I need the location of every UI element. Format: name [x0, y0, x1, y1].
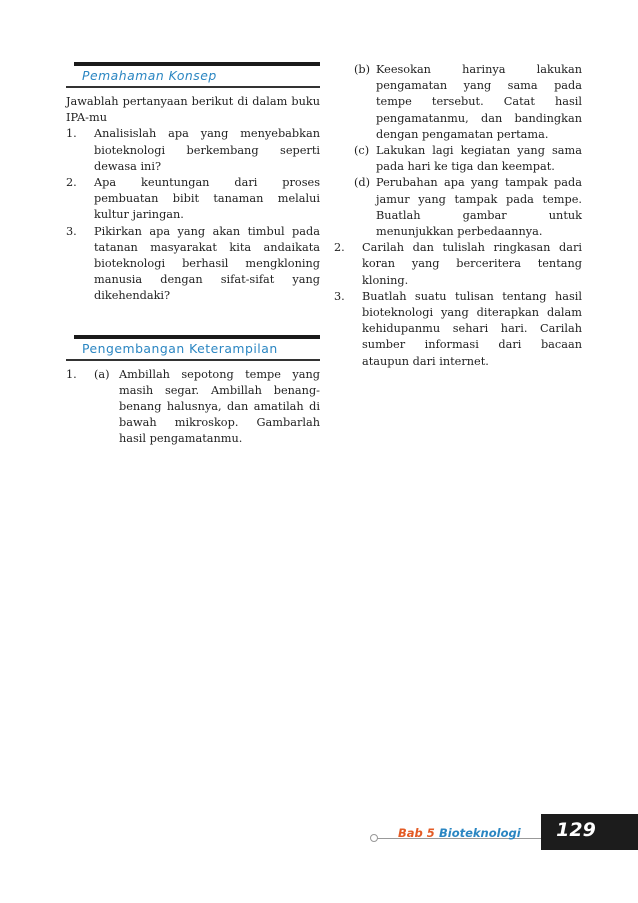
question-number: 3. [66, 224, 77, 238]
footer-circle-ornament [370, 834, 378, 842]
question-text: Pikirkan apa yang akan timbul pada tatanan masyarakat kita andaikata bioteknologi berhasil mengkloning manusia dengan sifat-sifat yang dikehendaki? [94, 224, 320, 303]
subitem-text: Lakukan lagi kegiatan yang sama pada hari ke tiga dan keempat. [376, 144, 582, 174]
task-number: 2. [334, 241, 345, 255]
left-column [66, 62, 320, 448]
heading-top-bar [74, 335, 320, 339]
task-subitem [354, 175, 582, 240]
task-continuation [334, 62, 582, 240]
subitem-text: Perubahan apa yang tampak pada jamur yang tampak pada tempe. Buatlah gambar untuk menunjukkan perbedaannya. [376, 176, 582, 239]
task-text: Buatlah suatu tulisan tentang hasil bioteknologi yang diterapkan dalam kehidupanmu sehari hari. Carilah sumber informasi dari bacaan ataupun dari internet. [362, 289, 582, 368]
heading-top-bar [74, 62, 320, 66]
subitem-label: (d) [354, 176, 371, 190]
question-item [66, 175, 320, 224]
heading-bottom-bar [66, 359, 320, 361]
task-text: Carilah dan tulislah ringkasan dari koran yang berceritera tentang kloning. [362, 241, 582, 287]
question-number: 1. [66, 127, 77, 141]
section-heading-pemahaman-konsep [66, 62, 320, 88]
task-number: 3. [334, 289, 345, 303]
subitem-text: Keesokan harinya lakukan pengamatan yang sama pada tempe tersebut. Catat hasil pengamatanmu, dan bandingkan dengan pengamatan pertama. [376, 63, 582, 141]
chapter-label: Bab 5 [398, 826, 435, 840]
question-text: Apa keuntungan dari proses pembuatan bibit tanaman melalui kultur jaringan. [94, 176, 320, 222]
task-item [334, 240, 582, 289]
task-item [334, 289, 582, 370]
instruction-text: Jawablah pertanyaan berikut di dalam buku IPA-mu [66, 95, 320, 125]
task-item [66, 367, 320, 448]
task-subitem [354, 62, 582, 143]
subitem-text: Ambillah sepotong tempe yang masih segar. Ambillah benang-benang halusnya, dan amatilah di bawah mikroskop. Gambarlah hasil pengamatanmu. [119, 367, 320, 446]
page-footer [0, 814, 638, 850]
right-column [334, 62, 582, 370]
question-text: Analisislah apa yang menyebabkan bioteknologi berkembang seperti dewasa ini? [94, 127, 320, 173]
chapter-name: Bioteknologi [439, 826, 521, 840]
subitem-label: (b) [354, 63, 371, 76]
section-heading-pengembangan-keterampilan [66, 335, 320, 361]
task-subitem [94, 367, 320, 448]
heading-title: Pemahaman Konsep [82, 68, 217, 83]
page-number: 129 [556, 819, 596, 841]
subitem-label: (a) [94, 367, 110, 381]
question-item [66, 126, 320, 175]
task-number: 1. [66, 367, 77, 381]
page-number-box [541, 814, 638, 850]
question-number: 2. [66, 176, 77, 190]
heading-title: Pengembangan Keterampilan [82, 340, 278, 356]
question-item [66, 224, 320, 305]
subitem-label: (c) [354, 144, 370, 158]
heading-bottom-bar [66, 86, 320, 88]
task-subitem [354, 143, 582, 175]
